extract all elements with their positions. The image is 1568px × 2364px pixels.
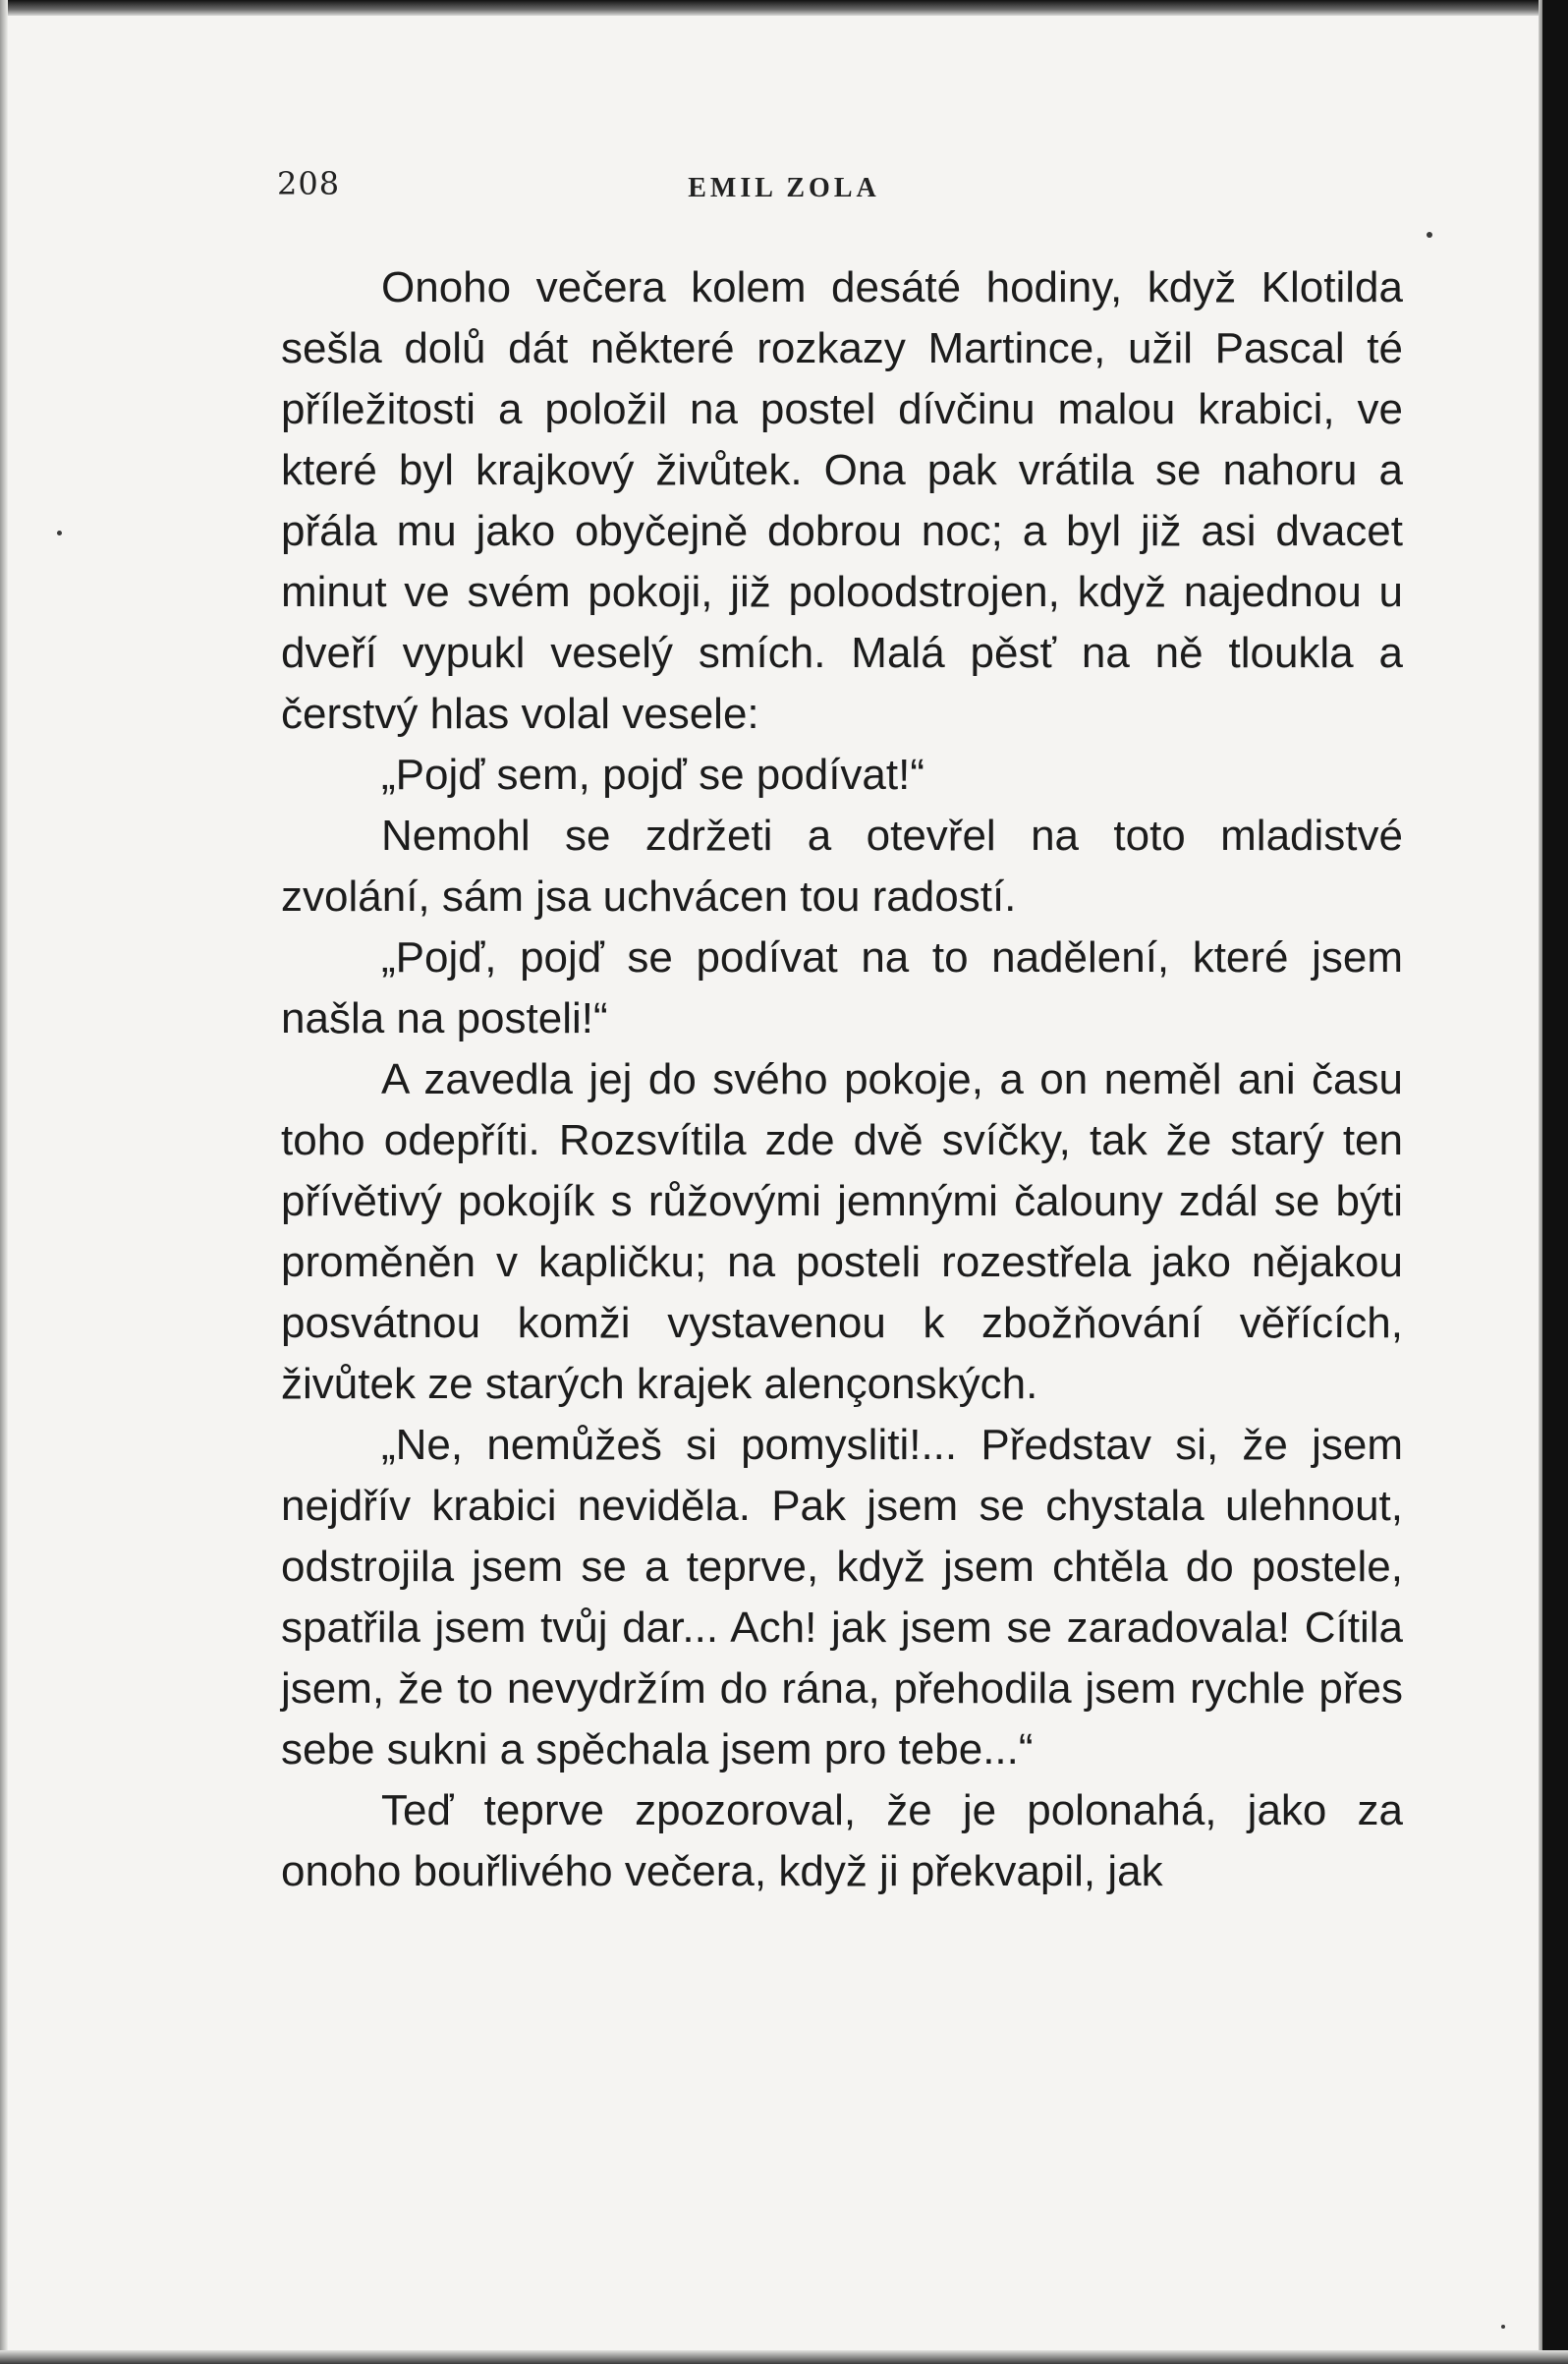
- scan-edge-bottom: [0, 2350, 1568, 2364]
- running-head: EMIL ZOLA: [688, 173, 880, 203]
- scan-speck: [1427, 232, 1432, 238]
- page-header: [0, 165, 1568, 214]
- paragraph: Nemohl se zdržeti a otevřel na toto mladistvé zvolání, sám jsa uchvácen tou radostí.: [281, 812, 1403, 921]
- scan-speck: [1501, 2325, 1505, 2329]
- paragraph: A zavedla jej do svého pokoje, a on neměl ani času toho odepříti. Rozsvítila zde dvě svíčky, tak že starý ten přívětivý pokojík s růžovými jemnými čalouny zdál se býti proměněn v kapličku; na posteli rozestřela jako nějakou posvátnou komži vystavenou k zbožňování věřících, živůtek ze starých krajek alençonských.: [281, 1055, 1403, 1408]
- paragraph: „Pojď sem, pojď se podívat!“: [381, 751, 924, 799]
- scan-edge-right: [1542, 0, 1568, 2364]
- scan-edge-left: [0, 0, 8, 2364]
- paragraph: „Ne, nemůžeš si pomysliti!... Představ si, že jsem nejdřív krabici neviděla. Pak jsem se chystala ulehnout, odstrojila jsem se a teprve, když jsem chtěla do postele, spatřila jsem tvůj dar... Ach! jak jsem se zaradovala! Cítila jsem, že to nevydržím do rána, přehodila jsem rychle přes sebe sukni a spěchala jsem pro tebe...“: [281, 1421, 1403, 1773]
- scan-edge-top: [0, 0, 1568, 16]
- paragraph: Onoho večera kolem desáté hodiny, když Klotilda sešla dolů dát některé rozkazy Martince, užil Pascal té příležitosti a položil na postel dívčinu malou krabici, ve které byl krajkový živůtek. Ona pak vrátila se nahoru a přála mu jako obyčejně dobrou noc; a byl již asi dvacet minut ve svém pokoji, již poloodstrojen, když najednou u dveří vypukl veselý smích. Malá pěsť na ně tloukla a čerstvý hlas volal vesele:: [281, 263, 1403, 738]
- page-number: 208: [277, 165, 341, 202]
- scan-speck: [57, 531, 62, 535]
- paragraph: Teď teprve zpozoroval, že je polonahá, jako za onoho bouřlivého večera, když ji překvapil, jak: [281, 1786, 1403, 1895]
- body-text: [281, 257, 1403, 1902]
- paragraph: „Pojď, pojď se podívat na to nadělení, které jsem našla na posteli!“: [281, 933, 1403, 1042]
